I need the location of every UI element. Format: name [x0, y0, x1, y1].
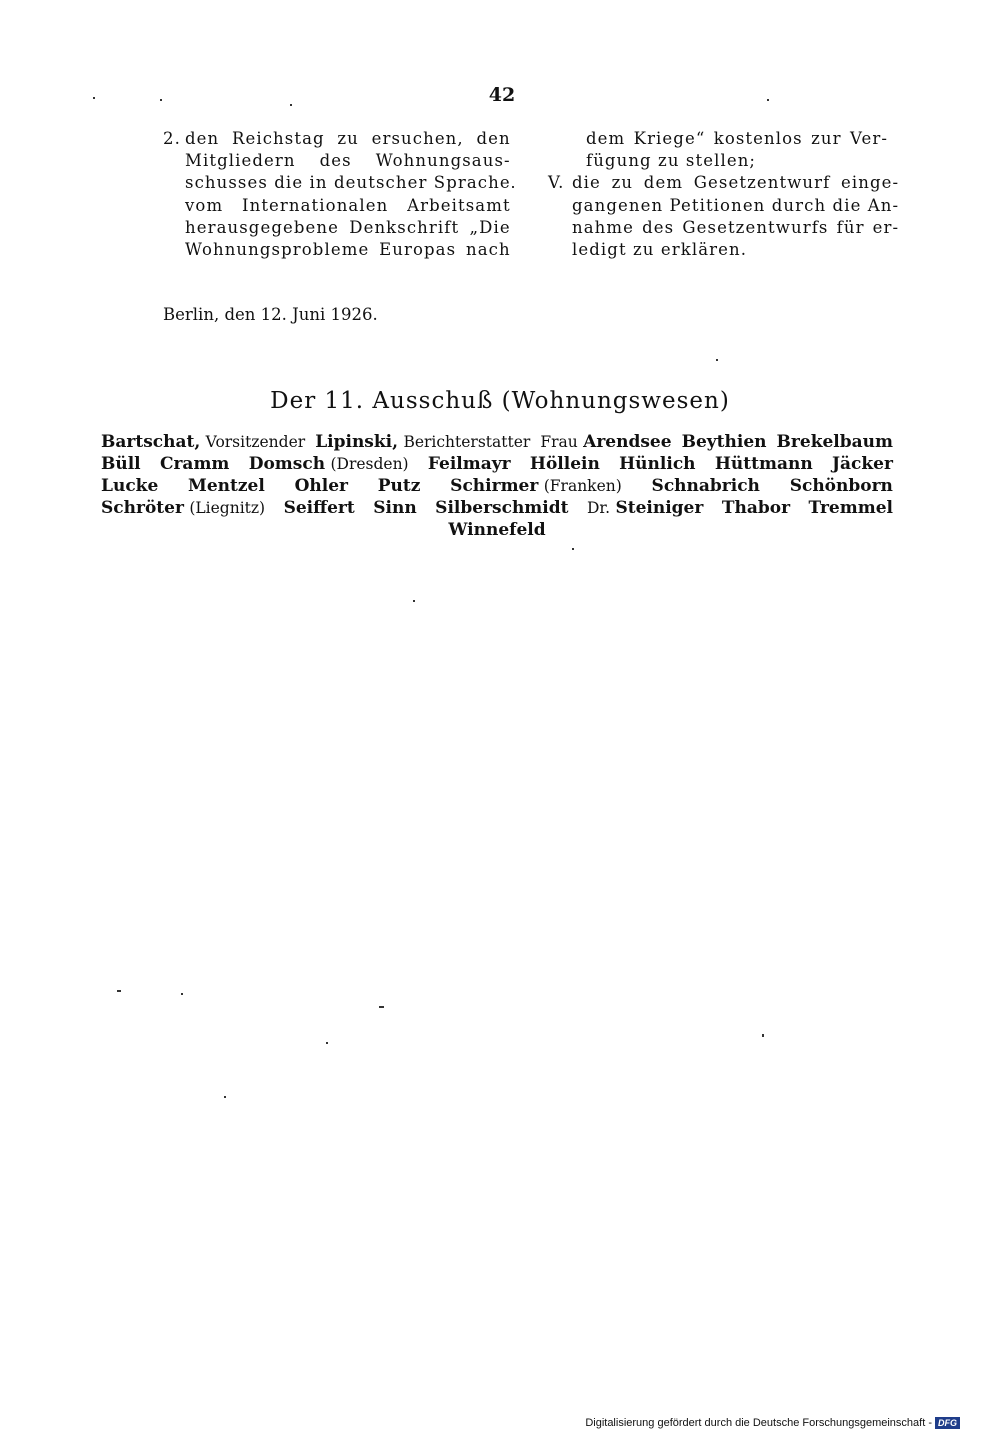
member-entry	[373, 497, 416, 519]
member-entry	[809, 497, 893, 519]
member-entry	[448, 519, 545, 541]
scan-speck	[512, 186, 514, 188]
member-row	[101, 475, 893, 497]
footer-credit	[585, 1417, 960, 1429]
member-entry	[101, 475, 158, 497]
member-note: Vorsitzender	[205, 433, 306, 451]
scan-speck	[379, 1006, 384, 1008]
scan-speck	[224, 1096, 226, 1098]
member-entry	[540, 431, 671, 453]
member-name: Ohler	[294, 476, 348, 496]
member-name: Hünlich	[619, 454, 696, 474]
member-note: Berichterstatter	[403, 433, 531, 451]
member-name: Silberschmidt	[435, 498, 569, 518]
text-line: fügung zu stellen;	[586, 151, 757, 171]
member-name: Höllein	[529, 454, 600, 474]
member-name: Beythien	[681, 432, 767, 452]
member-note: (Franken)	[543, 477, 622, 495]
member-entry	[101, 497, 265, 519]
text-line: dem Kriege“ kostenlos zur Ver-	[586, 129, 888, 148]
member-name: Cramm	[159, 454, 230, 474]
text-line: Mitgliedern des Wohnungsaus-	[185, 151, 511, 171]
member-entry	[378, 475, 421, 497]
member-name: Winnefeld	[448, 520, 546, 540]
member-entry	[722, 497, 790, 519]
member-name: Arendsee	[583, 432, 672, 452]
text-line: gangenen Petitionen durch die An-	[572, 195, 900, 215]
member-entry	[450, 475, 622, 497]
member-name: Steiniger	[615, 498, 704, 518]
text-line: herausgegebene Denkschrift „Die	[185, 217, 511, 237]
item-text	[185, 128, 511, 261]
item-marker: 2.	[163, 129, 181, 148]
member-entry	[652, 475, 760, 497]
right-column	[548, 128, 900, 261]
member-name: Schirmer	[450, 476, 539, 496]
member-name: Schnabrich	[651, 476, 760, 496]
text-line: Wohnungsprobleme Europas nach	[185, 240, 511, 260]
member-entry	[428, 453, 511, 475]
member-row	[101, 431, 893, 453]
member-name: Tremmel	[808, 498, 893, 518]
scan-speck	[290, 104, 292, 106]
member-entry	[777, 431, 893, 453]
member-entry	[188, 475, 265, 497]
scan-speck	[181, 993, 183, 995]
member-entry	[832, 453, 893, 475]
scan-speck	[93, 97, 95, 99]
member-name: Feilmayr	[427, 454, 511, 474]
member-entry	[790, 475, 893, 497]
member-name: Lucke	[101, 476, 159, 496]
scan-speck	[767, 99, 769, 101]
committee-members	[101, 431, 893, 541]
scan-speck	[160, 99, 162, 101]
member-name: Seiffert	[283, 498, 355, 518]
member-entry	[715, 453, 813, 475]
member-name: Mentzel	[188, 476, 265, 496]
member-name: Schönborn	[789, 476, 893, 496]
member-name: Büll	[101, 454, 141, 474]
member-entry	[160, 453, 229, 475]
scan-speck	[716, 359, 718, 361]
member-entry	[530, 453, 600, 475]
member-prefix: Dr.	[586, 499, 611, 517]
member-entry	[435, 497, 568, 519]
member-entry	[295, 475, 348, 497]
text-line: schusses die in deutscher Sprache	[185, 173, 511, 193]
member-row	[101, 453, 893, 475]
member-name: Lipinski,	[315, 432, 399, 452]
member-entry	[619, 453, 695, 475]
member-row	[101, 497, 893, 519]
continued-text	[548, 128, 888, 172]
footer-credit-text: Digitalisierung gefördert durch die Deutsche Forschungsgemeinschaft -	[585, 1417, 932, 1429]
member-entry	[101, 431, 305, 453]
scan-speck	[326, 1042, 328, 1044]
member-entry	[587, 497, 703, 519]
member-note: (Liegnitz)	[189, 499, 266, 517]
member-name: Jäcker	[831, 454, 893, 474]
member-name: Schröter	[101, 498, 184, 518]
committee-title: Der 11. Ausschuß (Wohnungswesen)	[270, 388, 730, 414]
member-prefix: Frau	[540, 433, 578, 451]
text-line: den Reichstag zu ersuchen, den	[185, 129, 511, 148]
text-line: nahme des Gesetzentwurfs für er-	[572, 217, 900, 237]
item-text	[572, 172, 899, 261]
left-column	[163, 128, 511, 261]
member-entry	[249, 453, 409, 475]
member-name: Brekelbaum	[776, 432, 893, 452]
member-name: Thabor	[721, 498, 791, 518]
member-name: Sinn	[373, 498, 417, 518]
scan-speck	[117, 990, 121, 992]
list-item-2	[163, 128, 511, 261]
page-number: 42	[488, 84, 516, 106]
scan-speck	[413, 600, 415, 602]
text-line: ledigt zu erklären.	[572, 240, 748, 260]
member-name: Hüttmann	[714, 454, 813, 474]
member-entry	[682, 431, 767, 453]
dateline: Berlin, den 12. Juni 1926.	[163, 305, 378, 324]
list-item-v	[548, 172, 900, 261]
text-line: die zu dem Gesetzentwurf einge-	[572, 173, 900, 193]
item-marker: V.	[548, 173, 565, 193]
scan-speck	[762, 1034, 764, 1037]
text-line: vom Internationalen Arbeitsamt	[185, 195, 511, 215]
member-entry	[284, 497, 355, 519]
member-name: Domsch	[248, 454, 326, 474]
scan-speck	[572, 548, 574, 550]
member-note: (Dresden)	[330, 455, 409, 473]
member-entry	[315, 431, 530, 453]
member-name: Putz	[377, 476, 421, 496]
member-entry	[101, 453, 141, 475]
member-name: Bartschat,	[101, 432, 201, 452]
dfg-logo: DFG	[935, 1417, 960, 1429]
member-row	[101, 519, 893, 541]
